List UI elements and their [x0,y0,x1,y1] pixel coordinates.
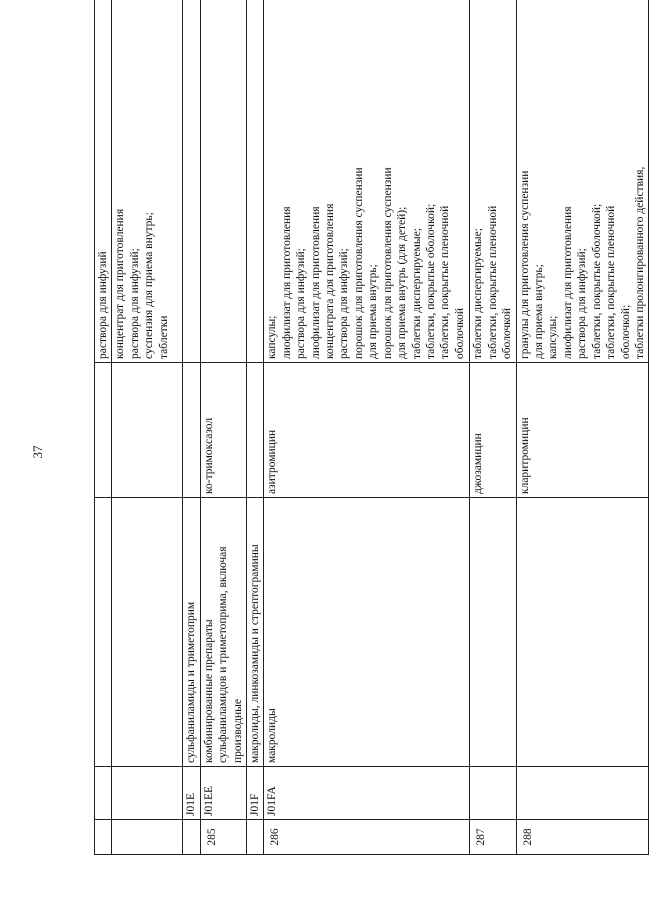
atc-code-cell [95,767,112,820]
table-row [200,0,246,855]
dosage-forms-cell [470,0,516,363]
atc-code-cell [112,767,183,820]
group-cell [470,498,516,767]
dosage-forms-cell-line: для приема внутрь (для детей); [396,206,409,359]
inn-cell [95,363,112,498]
dosage-forms-cell [264,0,470,363]
dosage-forms-cell-line: таблетки диспергируемые; [410,228,423,359]
row-number-cell: 286 [264,820,470,855]
table-row [112,0,183,855]
atc-code-cell: J01E [183,767,200,820]
group-cell-line: макролиды [266,708,279,763]
dosage-forms-cell [183,0,200,363]
dosage-forms-cell-line: капсулы; [547,315,560,359]
dosage-forms-cell-line: таблетки, покрытые пленочной [439,205,452,359]
dosage-forms-cell-line: таблетки диспергируемые; [472,228,485,359]
group-cell [516,498,649,767]
dosage-forms-cell-line: таблетки, покрытые пленочной [486,205,499,359]
dosage-forms-cell-line: для приема внутрь; [533,264,546,359]
row-number-cell: 285 [200,820,246,855]
inn-cell [112,363,183,498]
dosage-forms-cell-line: суспензия для приема внутрь; [143,212,156,359]
group-cell [95,498,112,767]
row-number-cell: 288 [516,820,649,855]
inn-cell [247,363,264,498]
group-cell-line: макролиды, линкозамиды и стрептограмины [249,544,262,763]
dosage-forms-cell-line: таблетки пролонгированного действия, [633,166,646,359]
row-number-cell [183,820,200,855]
dosage-forms-cell-line: раствора для инфузий; [295,248,308,359]
drug-table [94,0,649,855]
table-row [470,0,516,855]
dosage-forms-cell-line: раствора для инфузий; [338,248,351,359]
dosage-forms-cell-line: таблетки, покрытые пленочной [605,205,618,359]
page-number: 37 [30,445,45,459]
inn-cell: кларитромицин [516,363,649,498]
atc-code-cell: J01FA [264,767,470,820]
group-cell [112,498,183,767]
table-row [264,0,470,855]
dosage-forms-cell-line: таблетки, покрытые оболочкой; [424,203,437,359]
dosage-forms-cell-line: таблетки, покрытые оболочкой; [590,203,603,359]
table-row [247,0,264,855]
atc-code-cell [470,767,516,820]
dosage-forms-cell [112,0,183,363]
dosage-forms-cell-line: капсулы; [266,315,279,359]
inn-cell: ко-тримоксазол [200,363,246,498]
dosage-forms-cell-line: гранулы для приготовления суспензии [518,170,531,359]
row-number-cell [112,820,183,855]
inn-cell: джозамицин [470,363,516,498]
dosage-forms-cell [516,0,649,363]
dosage-forms-cell-line: для приема внутрь; [367,264,380,359]
table-row [516,0,649,855]
group-cell-line: производные [231,699,244,763]
dosage-forms-cell [200,0,246,363]
group-cell [247,498,264,767]
rotated-page [94,17,646,855]
dosage-forms-cell-line: концентрат для приготовления [114,208,127,359]
dosage-forms-cell-line: лиофилизат для приготовления [280,206,293,359]
dosage-forms-cell-line: лиофилизат для приготовления [561,206,574,359]
table-row [183,0,200,855]
group-cell-line: комбинированные препараты [202,619,215,763]
dosage-forms-cell [247,0,264,363]
dosage-forms-cell-line: оболочкой [501,307,514,359]
dosage-forms-cell-line: порошок для приготовления суспензии [381,167,394,359]
dosage-forms-cell-line: оболочкой [453,307,466,359]
group-cell-line: сульфаниламиды и триметоприм [185,601,198,763]
table-row [95,0,112,855]
inn-cell [183,363,200,498]
group-cell-line: сульфаниламидов и триметоприма, включая [217,546,230,763]
dosage-forms-cell-line: таблетки [157,315,170,359]
atc-code-cell: J01F [247,767,264,820]
dosage-forms-cell-line: лиофилизат для приготовления [309,206,322,359]
row-number-cell [95,820,112,855]
row-number-cell: 287 [470,820,516,855]
group-cell [264,498,470,767]
drug-table-body [95,0,649,855]
dosage-forms-cell [95,0,112,363]
atc-code-cell [516,767,649,820]
group-cell [200,498,246,767]
dosage-forms-cell-line: порошок для приготовления суспензии [352,167,365,359]
dosage-forms-cell-line: раствора для инфузий; [576,248,589,359]
dosage-forms-cell-line: концентрата для приготовления [324,203,337,359]
row-number-cell [247,820,264,855]
group-cell [183,498,200,767]
dosage-forms-cell-line: раствора для инфузий [97,251,109,359]
inn-cell: азитромицин [264,363,470,498]
dosage-forms-cell-line: раствора для инфузий; [128,248,141,359]
dosage-forms-cell-line: оболочкой; [619,304,632,359]
atc-code-cell: J01EE [200,767,246,820]
